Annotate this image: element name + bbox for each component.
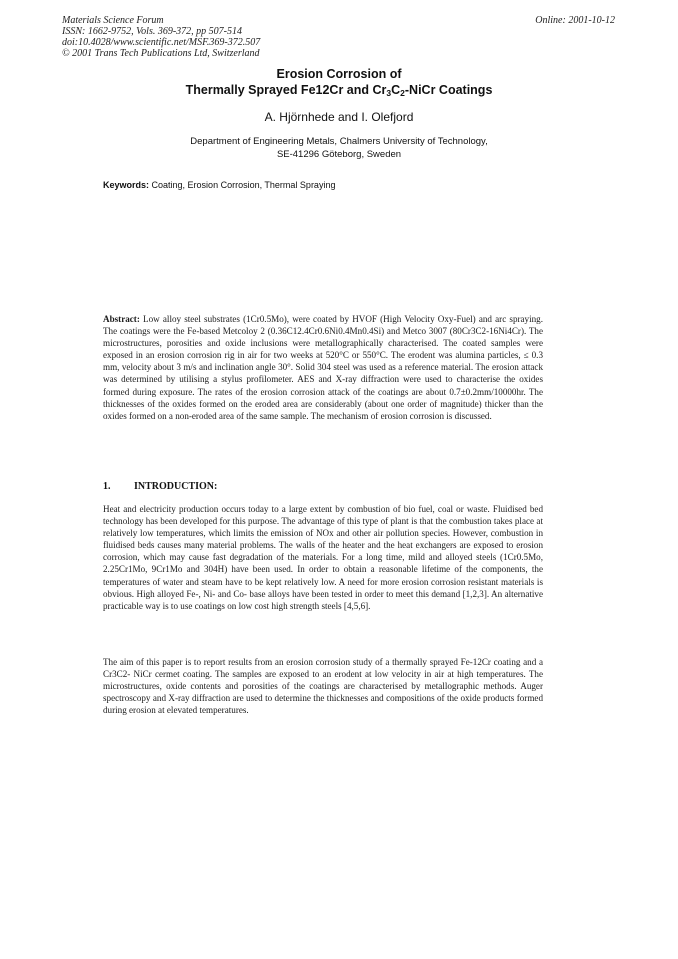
- abstract-text: Low alloy steel substrates (1Cr0.5Mo), were coated by HVOF (High Velocity Oxy-Fuel) and arc spraying. The coatings were the Fe-based Metcoloy 2 (0.36C12.4Cr0.6Ni0.4Mn0.4Si) and Metco 3007 (80Cr3C2-16Ni4Cr). The microstructures, porosities and oxide inclusions were metallographically characterised. The coated samples were exposed in an erosion corrosion rig in air for two weeks at 520°C or 550°C. The erodent was alumina particles, ≤ 0.3 mm, velocity about 3 m/s and inclination angle 30°. Solid 304 steel was used as a reference material. The erosion attack was determined by utilising a stylus profilometer. AES and X-ray diffraction were used to characterise the oxides formed during exposure. The rates of the erosion corrosion attack of the coatings are about 0.7±0.2mm/10000hr. The thicknesses of the oxides formed on the eroded area are considerably (about one order of magnitude) thicker than the oxides formed on a non-eroded area of the same sample. The mechanism of erosion corrosion is discussed.: [103, 314, 543, 421]
- affiliation: [0, 135, 678, 161]
- journal-name: Materials Science Forum: [62, 15, 164, 26]
- title-line-2: Thermally Sprayed Fe12Cr and $Cr_3C_2$-NiCr Coatings: [185, 83, 493, 98]
- publication-info: [62, 15, 260, 59]
- intro-paragraph-2: The aim of this paper is to report results from an erosion corrosion study of a thermally sprayed Fe-12Cr coating and a Cr3C2- NiCr cermet coating. The samples are exposed to an erodent at low velocity in air at high temperatures. The microstructures, oxide contents and porosities of the coatings are characterised by metallographic methods. Auger spectroscopy and X-ray diffraction are used to determine the thicknesses and compositions of the oxide products formed during erosion at elevated temperatures.: [103, 657, 543, 716]
- keywords-label: Keywords:: [103, 180, 150, 190]
- section-number: 1.: [103, 481, 111, 492]
- keywords: [103, 180, 335, 190]
- abstract-label: Abstract:: [103, 314, 140, 324]
- title-line-1: Erosion Corrosion of: [276, 67, 402, 81]
- section-title: INTRODUCTION:: [134, 481, 218, 492]
- intro-paragraph-1: Heat and electricity production occurs today to a large extent by combustion of bio fuel, coal or waste. Fluidised bed technology has been developed for this purpose. The advantage of this type of plant is that the combustion takes place at relatively low temperatures, which limits the emission of NOx and other air pollution species. However, combustion in fluidised beds causes many material problems. The walls of the heater and the heat exchangers are exposed to erosion corrosion, which may cause fast degradation of the materials. For a long time, mild and alloyed steels (1Cr0.5Mo, 2.25Cr1Mo, 9Cr1Mo and 304H) have been used. In order to obtain a reasonable lifetime of the components, the temperatures of water and steam have to be kept relatively low. A need for more erosion corrosion resistant materials is obvious. High alloyed Fe-, Ni- and Co- base alloys have been tested in order to meet this demand [1,2,3]. An alternative practicable way is to use coatings on low cost high strength steels [4,5,6].: [103, 504, 543, 611]
- section-heading: [103, 481, 217, 492]
- affiliation-line-1: Department of Engineering Metals, Chalmers University of Technology,: [190, 136, 488, 147]
- issn-line: ISSN: 1662-9752, Vols. 369-372, pp 507-514: [62, 26, 242, 37]
- affiliation-line-2: SE-41296 Göteborg, Sweden: [276, 149, 402, 160]
- authors: A. Hjörnhede and I. Olefjord: [264, 110, 414, 124]
- copyright-line: © 2001 Trans Tech Publications Ltd, Switzerland: [62, 48, 260, 59]
- doi-link[interactable]: doi:10.4028/www.scientific.net/MSF.369-372.507: [62, 37, 261, 48]
- abstract: [103, 313, 543, 422]
- keywords-text: Coating, Erosion Corrosion, Thermal Spraying: [151, 180, 336, 190]
- paper-title: [0, 66, 678, 98]
- online-date: Online: 2001-10-12: [535, 15, 615, 26]
